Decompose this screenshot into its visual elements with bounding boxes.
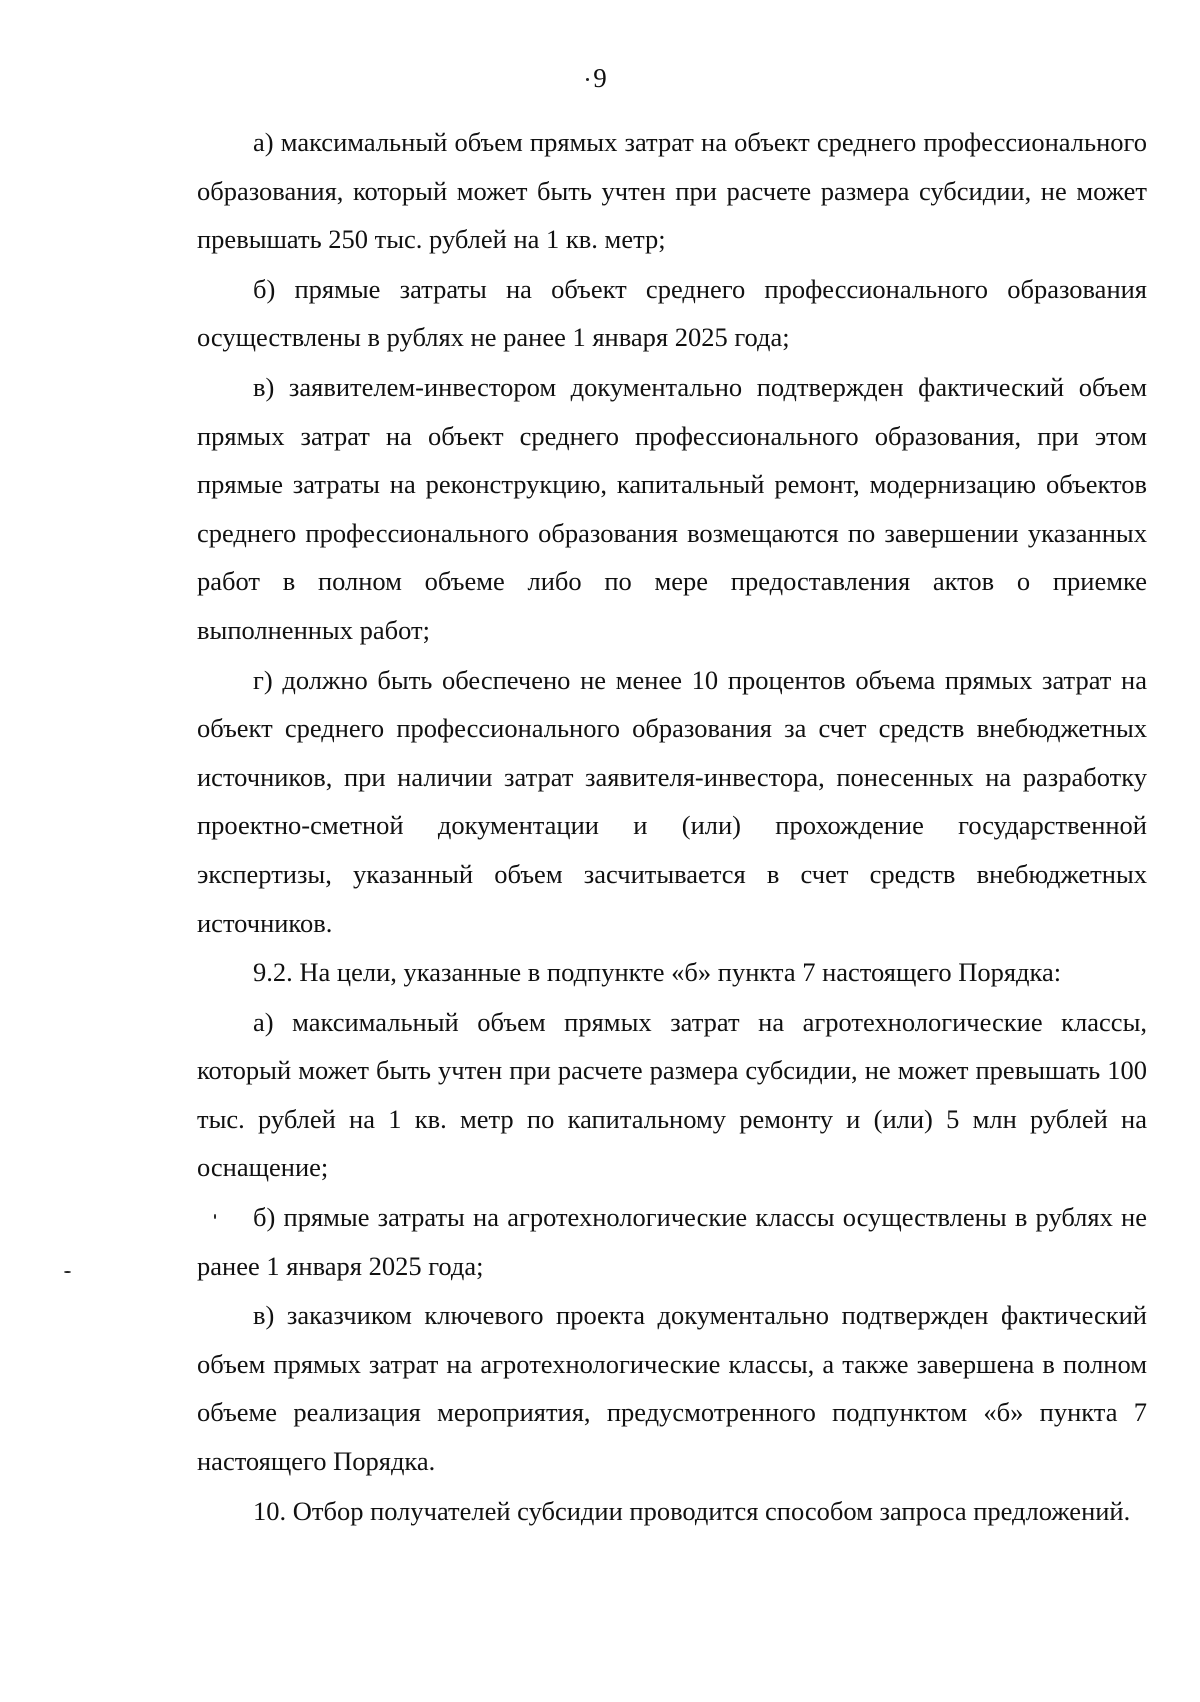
scan-speck <box>64 1271 71 1273</box>
paragraph-9-2-a: а) максимальный объем прямых затрат на агротехнологические классы, который может быть учтен при расчете размера субсидии, не может превышать 100 тыс. рублей на 1 кв. метр по капитальному ремонту и (или) 5 млн рублей на оснащение; <box>197 1006 1147 1183</box>
paragraph-9-1-g: г) должно быть обеспечено не менее 10 процентов объема прямых затрат на объект среднего профессионального образования за счет средств внебюджетных источников, при наличии затрат заявителя-инвестора, понесенных на разработку проектно-сметной документации и (или) прохождение государственной экспертизы, указанный объем засчитывается в счет средств внебюджетных источников. <box>197 664 1147 938</box>
paragraph-9-1-v: в) заявителем-инвестором документально подтвержден фактический объем прямых затрат на объект среднего профессионального образования, при этом прямые затраты на реконструкцию, капитальный ремонт, модернизацию объектов среднего профессионального образования возмещаются по завершении указанных работ в полном объеме либо по мере предоставления актов о приемке выполненных работ; <box>197 371 1147 645</box>
scan-speck <box>586 78 589 81</box>
paragraph-9-1-a: а) максимальный объем прямых затрат на объект среднего профессионального образования, который может быть учтен при расчете размера субсидии, не может превышать 250 тыс. рублей на 1 кв. метр; <box>197 127 1147 255</box>
page-number: 9 <box>593 63 607 93</box>
paragraph-10: 10. Отбор получателей субсидии проводится способом запроса предложений. <box>253 1495 1131 1526</box>
document-body <box>197 118 1147 1536</box>
paragraph-9-2-heading: 9.2. На цели, указанные в подпункте «б» пункта 7 настоящего Порядка: <box>253 957 1062 988</box>
paragraph-9-2-b: б) прямые затраты на агротехнологические классы осуществлены в рублях не ранее 1 января 2025 года; <box>197 1202 1147 1281</box>
paragraph-9-2-v: в) заказчиком ключевого проекта документально подтвержден фактический объем прямых затрат на агротехнологические классы, а также завершена в полном объеме реализация мероприятия, предусмотренного подпунктом «б» пункта 7 настоящего Порядка. <box>197 1300 1147 1477</box>
paragraph-9-1-b: б) прямые затраты на объект среднего профессионального образования осуществлены в рублях не ранее 1 января 2025 года; <box>197 273 1147 353</box>
